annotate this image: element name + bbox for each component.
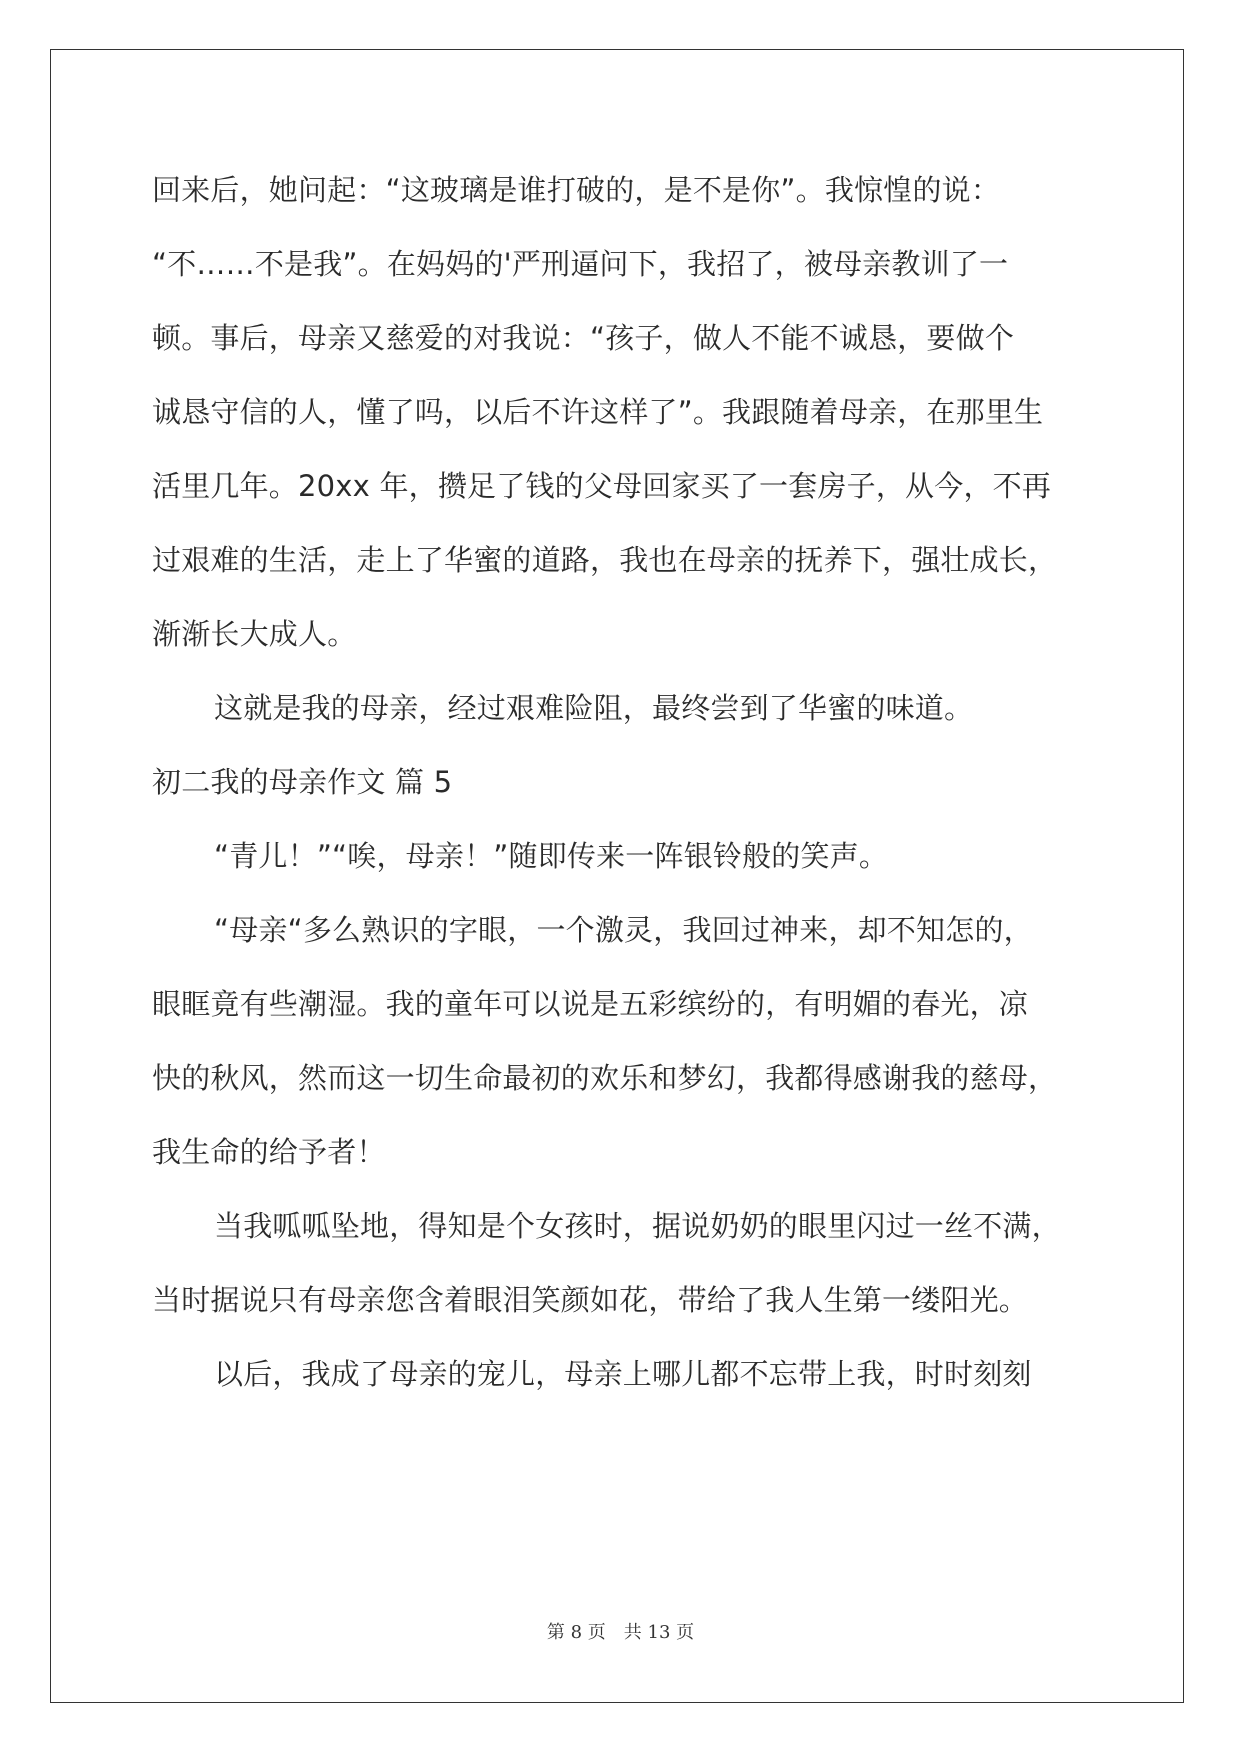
page-number-footer: 第 8 页 共 13 页 [546,1622,695,1643]
text-line: 我生命的给予者！ [152,1135,386,1169]
text-line: “不……不是我”。在妈妈的'严刑逼问下，我招了，被母亲教训了一 [152,247,1009,281]
text-line: 顿。事后，母亲又慈爱的对我说：“孩子，做人不能不诚恳，要做个 [152,321,1015,355]
text-line: 活里几年。20xx 年，攒足了钱的父母回家买了一套房子，从今，不再 [152,469,1052,503]
text-line: 当时据说只有母亲您含着眼泪笑颜如花，带给了我人生第一缕阳光。 [152,1283,1029,1317]
paragraph-start: “青儿！”“唉，母亲！”随即传来一阵银铃般的笑声。 [214,839,889,873]
section-heading: 初二我的母亲作文 篇 5 [152,765,453,799]
paragraph-start: “母亲“多么熟识的字眼，一个激灵，我回过神来，却不知怎的， [214,913,1033,947]
paragraph-start: 这就是我的母亲，经过艰难险阻，最终尝到了华蜜的味道。 [214,691,974,725]
paragraph-start: 以后，我成了母亲的宠儿，母亲上哪儿都不忘带上我，时时刻刻 [214,1357,1032,1391]
text-line: 快的秋风，然而这一切生命最初的欢乐和梦幻，我都得感谢我的慈母， [152,1061,1058,1095]
text-line: 眼眶竟有些潮湿。我的童年可以说是五彩缤纷的，有明媚的春光，凉 [152,987,1029,1021]
text-line: 过艰难的生活，走上了华蜜的道路，我也在母亲的抚养下，强壮成长， [152,543,1058,577]
page-frame [50,49,1184,1703]
text-line: 渐渐长大成人。 [152,617,357,651]
paragraph-start: 当我呱呱坠地，得知是个女孩时，据说奶奶的眼里闪过一丝不满， [214,1209,1061,1243]
text-line: 回来后，她问起：“这玻璃是谁打破的，是不是你”。我惊惶的说： [152,173,1001,207]
text-line: 诚恳守信的人，懂了吗，以后不许这样了”。我跟随着母亲，在那里生 [152,395,1044,429]
